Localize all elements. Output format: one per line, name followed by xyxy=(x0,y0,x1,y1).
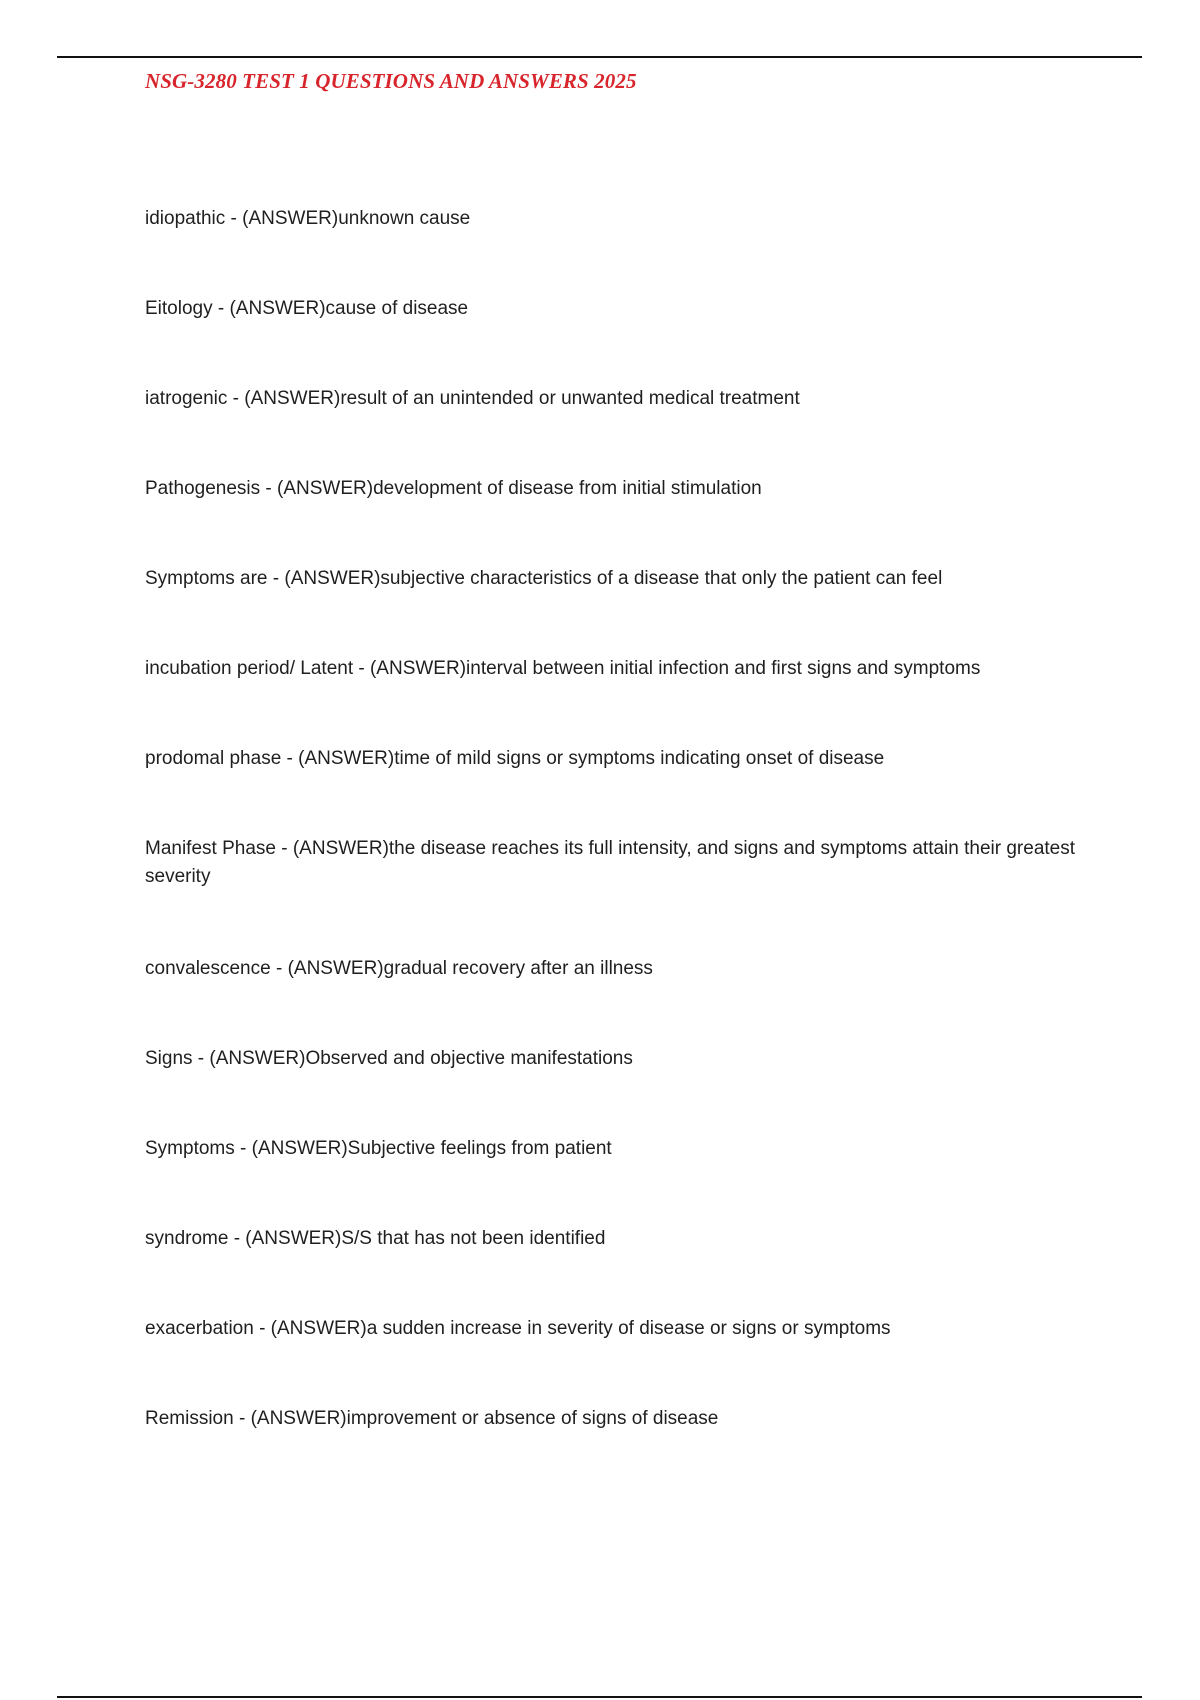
qa-item: Eitology - (ANSWER)cause of disease xyxy=(145,298,469,319)
qa-item: syndrome - (ANSWER)S/S that has not been identified xyxy=(145,1228,606,1249)
footer-divider xyxy=(57,1696,1142,1698)
qa-item: Manifest Phase - (ANSWER)the disease reaches its full intensity, and signs and symptoms attain their greatest severity xyxy=(145,838,1076,887)
qa-item: incubation period/ Latent - (ANSWER)interval between initial infection and first signs and symptoms xyxy=(145,658,981,679)
qa-item: Symptoms are - (ANSWER)subjective characteristics of a disease that only the patient can feel xyxy=(145,568,943,589)
header-divider xyxy=(57,56,1142,58)
qa-list xyxy=(145,205,1075,1495)
document-title: NSG-3280 TEST 1 QUESTIONS AND ANSWERS 2025 xyxy=(145,69,637,93)
qa-item: Signs - (ANSWER)Observed and objective manifestations xyxy=(145,1048,633,1069)
qa-item: convalescence - (ANSWER)gradual recovery after an illness xyxy=(145,958,653,979)
qa-item: exacerbation - (ANSWER)a sudden increase in severity of disease or signs or symptoms xyxy=(145,1318,891,1339)
qa-item: idiopathic - (ANSWER)unknown cause xyxy=(145,208,471,229)
qa-item: Remission - (ANSWER)improvement or absence of signs of disease xyxy=(145,1408,719,1429)
qa-item: iatrogenic - (ANSWER)result of an unintended or unwanted medical treatment xyxy=(145,388,800,409)
qa-item: Symptoms - (ANSWER)Subjective feelings from patient xyxy=(145,1138,612,1159)
qa-item: prodomal phase - (ANSWER)time of mild signs or symptoms indicating onset of disease xyxy=(145,748,885,769)
qa-item: Pathogenesis - (ANSWER)development of disease from initial stimulation xyxy=(145,478,762,499)
